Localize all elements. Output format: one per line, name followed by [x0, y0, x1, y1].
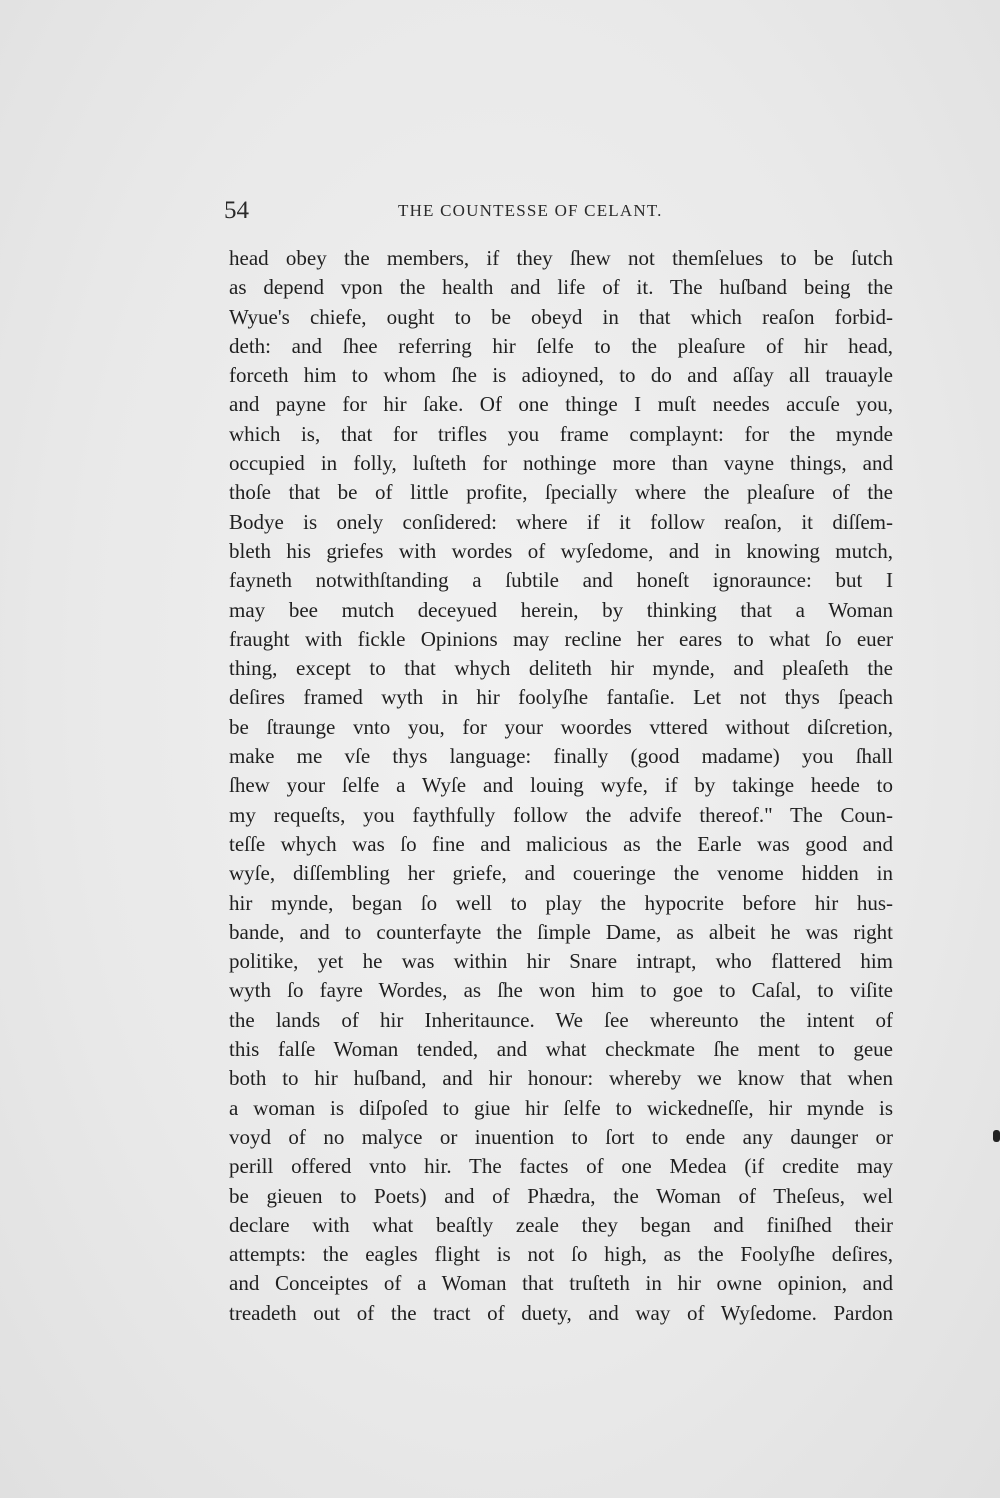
- text-line: bande, and to counterfayte the ſimple Dame, as albeit he was right: [229, 919, 893, 944]
- text-line: wyſe, diſſembling her griefe, and coueringe the venome hidden in: [229, 861, 893, 886]
- text-line: fayneth notwithſtanding a ſubtile and honeſt ignoraunce: but I: [229, 568, 893, 593]
- text-line: fraught with fickle Opinions may recline her eares to what ſo euer: [229, 626, 893, 651]
- text-line: voyd of no malyce or inuention to ſort to ende any daunger or: [229, 1124, 893, 1149]
- text-line: ſhew your ſelfe a Wyſe and louing wyfe, if by takinge heede to: [229, 773, 893, 798]
- text-line: bleth his griefes with wordes of wyſedome, and in knowing mutch,: [229, 538, 893, 563]
- text-line: thing, except to that whych deliteth hir mynde, and pleaſeth the: [229, 656, 893, 681]
- text-line: treadeth out of the tract of duety, and way of Wyſedome. Pardon: [229, 1300, 893, 1325]
- text-line: thoſe that be of little profite, ſpecially where the pleaſure of the: [229, 480, 893, 505]
- text-line: which is, that for trifles you frame complaynt: for the mynde: [229, 421, 893, 446]
- text-line: be gieuen to Poets) and of Phædra, the Woman of Theſeus, wel: [229, 1183, 893, 1208]
- text-line: head obey the members, if they ſhew not themſelues to be ſutch: [229, 246, 893, 270]
- text-line: declare with what beaſtly zeale they began and finiſhed their: [229, 1212, 893, 1237]
- text-line: wyth ſo fayre Wordes, as ſhe won him to goe to Caſal, to viſite: [229, 978, 893, 1003]
- text-line: both to hir huſband, and hir honour: whereby we know that when: [229, 1066, 893, 1091]
- text-line: teſſe whych was ſo fine and malicious as the Earle was good and: [229, 831, 893, 856]
- text-line: be ſtraunge vnto you, for your woordes vttered without diſcretion,: [229, 714, 893, 739]
- body-text: [229, 244, 893, 1328]
- text-line: perill offered vnto hir. The factes of one Medea (if credite may: [229, 1154, 893, 1179]
- text-line: as depend vpon the health and life of it. The huſband being the: [229, 275, 893, 300]
- text-line: may bee mutch deceyued herein, by thinking that a Woman: [229, 597, 893, 622]
- text-line: Bodye is onely conſidered: where if it follow reaſon, it diſſem-: [229, 509, 893, 534]
- text-line: make me vſe thys language: finally (good madame) you ſhall: [229, 744, 893, 769]
- text-line: a woman is diſpoſed to giue hir ſelfe to wickedneſſe, hir mynde is: [229, 1095, 893, 1120]
- text-line: hir mynde, began ſo well to play the hypocrite before hir hus-: [229, 890, 893, 915]
- text-line: the lands of hir Inheritaunce. We ſee whereunto the intent of: [229, 1007, 893, 1032]
- text-line: politike, yet he was within hir Snare intrapt, who flattered him: [229, 949, 893, 974]
- text-line: occupied in folly, luſteth for nothinge more than vayne things, and: [229, 451, 893, 476]
- page-header: [224, 196, 694, 226]
- text-line: this falſe Woman tended, and what checkmate ſhe ment to geue: [229, 1037, 893, 1062]
- text-line: deth: and ſhee referring hir ſelfe to the pleaſure of hir head,: [229, 333, 893, 358]
- text-line: Wyue's chiefe, ought to be obeyd in that which reaſon forbid-: [229, 304, 893, 329]
- page-edge-mark: [993, 1130, 1000, 1142]
- text-line: my requeſts, you faythfully follow the advife thereof." The Coun-: [229, 802, 893, 827]
- text-line: and Conceiptes of a Woman that truſteth in hir owne opinion, and: [229, 1271, 893, 1296]
- text-line: forceth him to whom ſhe is adioyned, to do and aſſay all trauayle: [229, 363, 893, 388]
- text-line: attempts: the eagles flight is not ſo high, as the Foolyſhe deſires,: [229, 1242, 893, 1267]
- text-line: and payne for hir ſake. Of one thinge I muſt needes accuſe you,: [229, 392, 893, 417]
- page-number: 54: [224, 197, 249, 224]
- running-title: THE COUNTESSE OF CELANT.: [398, 201, 663, 220]
- text-line: deſires framed wyth in hir foolyſhe fantaſie. Let not thys ſpeach: [229, 685, 893, 710]
